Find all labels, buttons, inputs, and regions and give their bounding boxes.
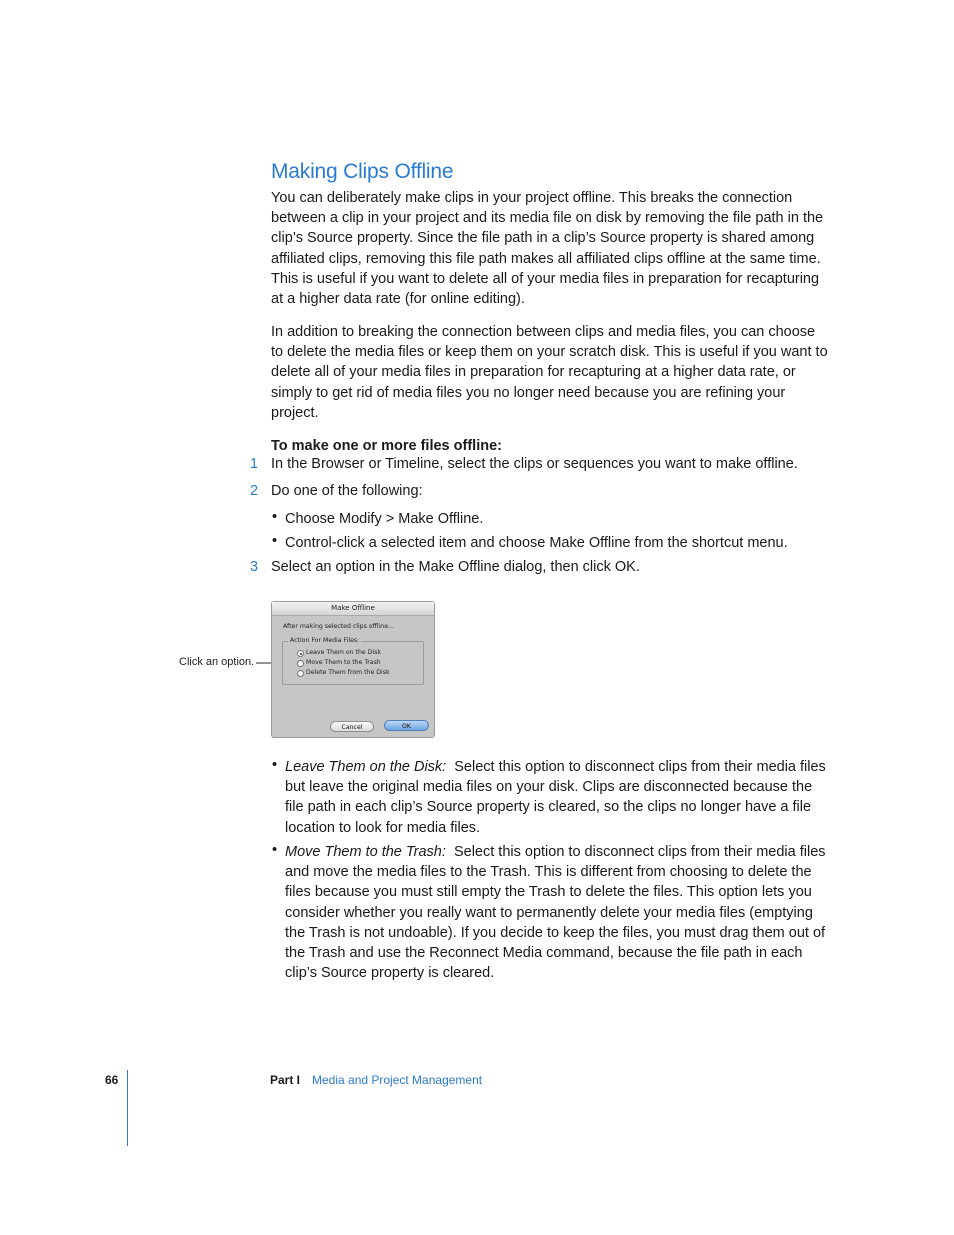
intro-paragraph: You can deliberately make clips in your project offline. This breaks the connection between a clip in your project and its media file on disk by removing the file path in the clip’s Source property. Since the file path in a clip’s Source property is shared among affiliated clips, removing this file path makes all affiliated clips offline at the same time. This is useful if you want to delete all of your media files in preparation for recapturing at a higher data rate (for online editing).: [271, 190, 824, 308]
footer-part-title: Media and Project Management: [312, 1073, 483, 1087]
option-label: Move Them to the Trash: [306, 659, 381, 666]
option-term: Leave Them on the Disk:: [285, 759, 447, 775]
option-label: Leave Them on the Disk: [306, 649, 381, 656]
option-text: Select this option to disconnect clips from their media files but leave the original media files on your disk. Clips are disconnected because the file path in each clip’s Source property is cleared, so the clips no longer have a file location to look for media files.: [285, 759, 826, 836]
step-number: 1: [250, 456, 259, 472]
step-text: Do one of the following:: [271, 483, 423, 499]
bullet-icon: •: [272, 533, 278, 549]
group-label: Action For Media Files:: [290, 637, 360, 644]
callout-label: Click an option.: [179, 656, 255, 668]
option-term: Move Them to the Trash:: [285, 844, 446, 860]
option-label: Delete Them from the Disk: [306, 669, 390, 676]
step-text: Select an option in the Make Offline dialog, then click OK.: [271, 559, 640, 575]
radio-delete-from-disk[interactable]: [297, 670, 304, 677]
bullet-icon: •: [272, 509, 278, 525]
ok-button[interactable]: OK: [384, 720, 429, 731]
option-description: [285, 842, 830, 983]
bullet-icon: •: [272, 757, 278, 773]
dialog-title: Make Offline: [272, 602, 434, 616]
option-text: Select this option to disconnect clips from their media files and move the media files to the Trash. This is different from choosing to delete the files because you must still empty the Trash to delete the files. This option lets you consider whether you really want to permanently delete your media files (emptying the Trash is not undoable). If you decide to keep the files, you must drag them out of the Trash and use the Reconnect Media command, because the file path in each clip’s Source property is cleared.: [285, 844, 826, 982]
task-heading: To make one or more files offline:: [271, 438, 502, 454]
radio-move-to-trash[interactable]: [297, 660, 304, 667]
make-offline-dialog: [271, 601, 435, 738]
option-description: [285, 757, 830, 838]
footer-divider: [127, 1070, 128, 1146]
cancel-button[interactable]: Cancel: [330, 721, 374, 732]
step-number: 2: [250, 483, 259, 499]
step2-bullet: Control-click a selected item and choose Make Offline from the shortcut menu.: [285, 535, 788, 551]
step-number: 3: [250, 559, 259, 575]
radio-leave-on-disk[interactable]: [297, 650, 304, 657]
step2-bullet: Choose Modify > Make Offline.: [285, 511, 484, 527]
step-text: In the Browser or Timeline, select the clips or sequences you want to make offline.: [271, 456, 798, 472]
section-heading: Making Clips Offline: [271, 160, 454, 183]
page-number: 66: [105, 1073, 119, 1087]
dialog-prompt: After making selected clips offline...: [283, 623, 394, 630]
footer-part-label: Part I: [270, 1073, 301, 1087]
bullet-icon: •: [272, 842, 278, 858]
second-paragraph: In addition to breaking the connection between clips and media files, you can choose to delete the media files or keep them on your scratch disk. This is useful if you want to delete all of your media files in preparation for recapturing at a higher data rate, or simply to get rid of media files you no longer need because you are refining your project.: [271, 324, 828, 421]
